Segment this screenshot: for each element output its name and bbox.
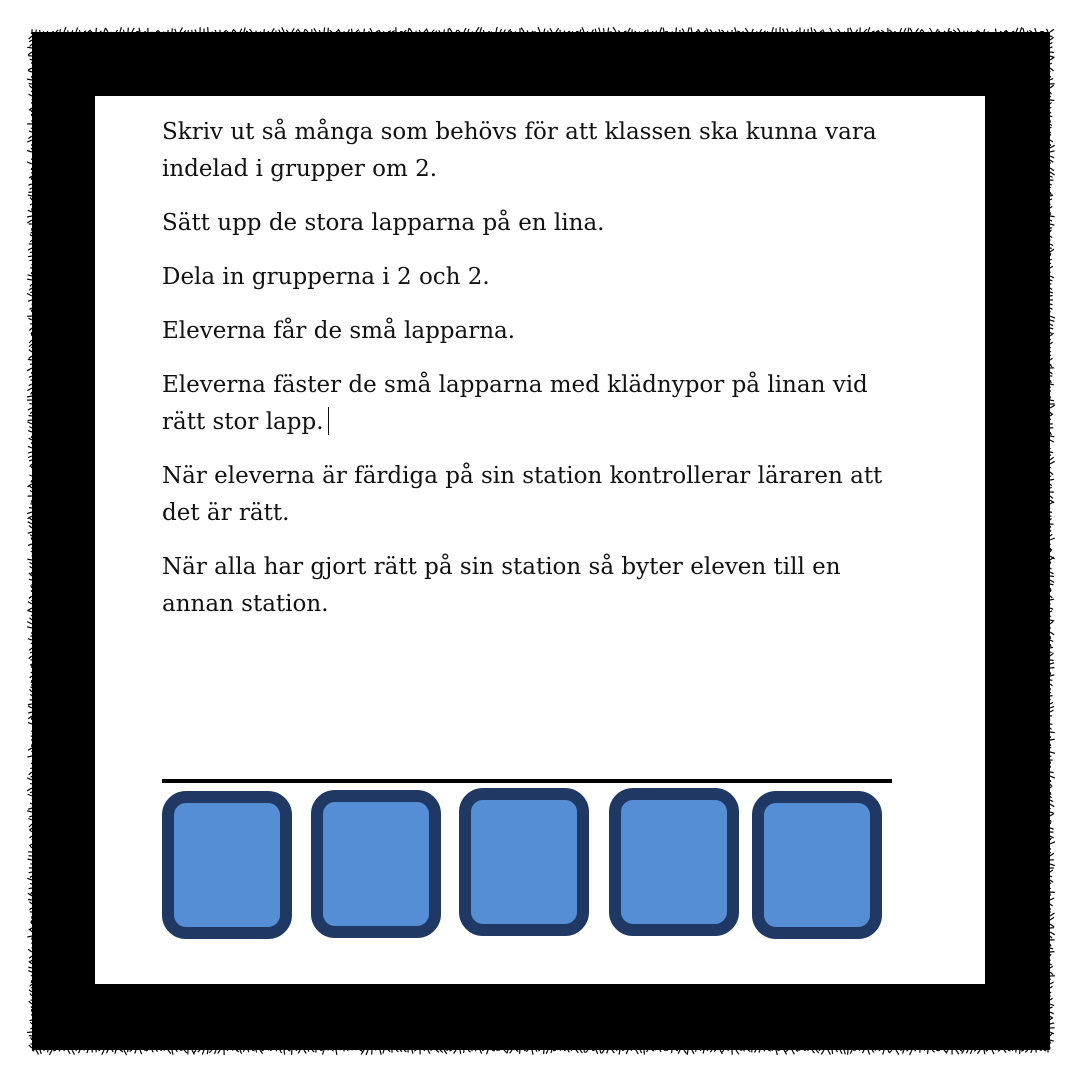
instruction-paragraph-3: Dela in grupperna i 2 och 2. xyxy=(162,264,490,290)
note-card-2 xyxy=(311,790,441,938)
instruction-text[interactable] xyxy=(162,114,892,640)
note-card-3 xyxy=(459,788,589,936)
text-cursor xyxy=(328,407,330,435)
note-card-4 xyxy=(609,788,739,936)
instruction-paragraph-7: När alla har gjort rätt på sin station så byter eleven till en annan station. xyxy=(162,554,841,617)
note-card-1 xyxy=(162,791,292,939)
instruction-paragraph-5: Eleverna fäster de små lapparna med klädnypor på linan vid rätt stor lapp. xyxy=(162,372,868,435)
instruction-paragraph-6: När eleverna är färdiga på sin station kontrollerar läraren att det är rätt. xyxy=(162,463,883,526)
clothesline xyxy=(162,779,892,783)
instruction-paragraph-5-wrap xyxy=(162,367,892,441)
instruction-paragraph-1: Skriv ut så många som behövs för att klassen ska kunna vara indelad i grupper om 2. xyxy=(162,119,877,182)
note-card-5 xyxy=(752,791,882,939)
instruction-paragraph-4: Eleverna får de små lapparna. xyxy=(162,318,516,344)
instruction-paragraph-2: Sätt upp de stora lapparna på en lina. xyxy=(162,210,605,236)
